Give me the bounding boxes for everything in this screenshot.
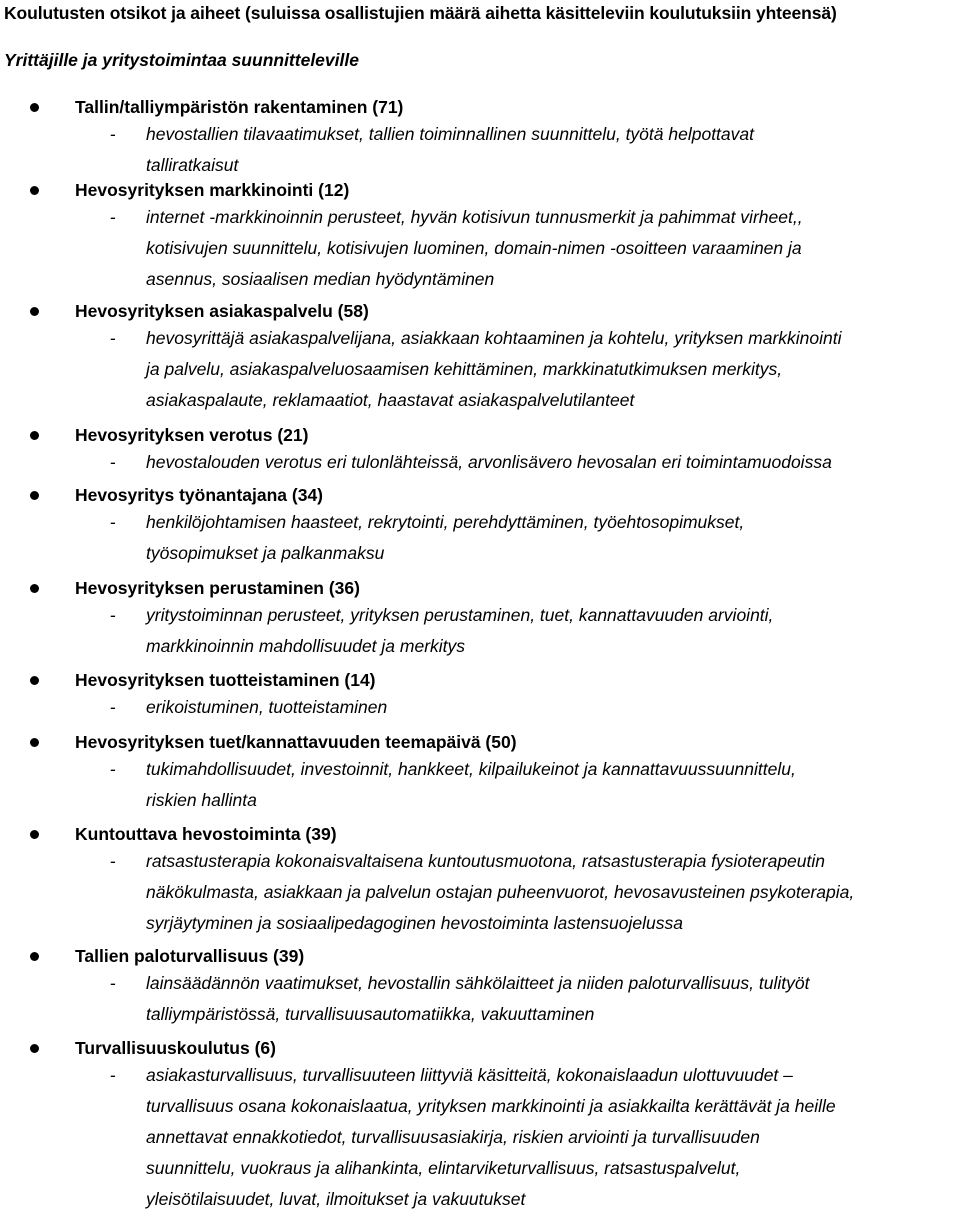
section-heading: Turvallisuuskoulutus (6) xyxy=(75,1038,276,1058)
description-line: hevostallien tilavaatimukset, tallien toiminnallinen suunnittelu, työtä helpottavat xyxy=(146,124,754,144)
description-line: ja palvelu, asiakaspalveluosaamisen kehittäminen, markkinatutkimuksen merkitys, xyxy=(146,359,783,379)
bullet-icon xyxy=(30,676,39,685)
dash-marker: - xyxy=(110,697,116,717)
description-line: henkilöjohtamisen haasteet, rekrytointi, perehdyttäminen, työehtosopimukset, xyxy=(146,512,745,532)
bullet-icon xyxy=(30,431,39,440)
bullet-icon xyxy=(30,1044,39,1053)
section-description xyxy=(146,846,958,939)
section-description xyxy=(146,968,958,1030)
description-line: internet -markkinoinnin perusteet, hyvän kotisivun tunnusmerkit ja pahimmat virheet,, xyxy=(146,207,803,227)
section-heading: Hevosyrityksen markkinointi (12) xyxy=(75,180,350,200)
description-line: asiakasturvallisuus, turvallisuuteen liittyviä käsitteitä, kokonaislaadun ulottuvuudet – xyxy=(146,1065,793,1085)
dash-marker: - xyxy=(110,452,116,472)
description-line: annettavat ennakkotiedot, turvallisuusasiakirja, riskien arviointi ja turvallisuuden xyxy=(146,1127,760,1147)
dash-marker: - xyxy=(110,328,116,348)
section-heading: Hevosyrityksen verotus (21) xyxy=(75,425,309,445)
section-description xyxy=(146,1060,958,1215)
bullet-icon xyxy=(30,738,39,747)
section-description xyxy=(146,202,958,295)
description-line: kotisivujen suunnittelu, kotisivujen luominen, domain-nimen -osoitteen varaaminen ja xyxy=(146,238,802,258)
description-line: suunnittelu, vuokraus ja alihankinta, elintarviketurvallisuus, ratsastuspalvelut, xyxy=(146,1158,741,1178)
description-line: markkinoinnin mahdollisuudet ja merkitys xyxy=(146,636,466,656)
section-heading: Tallien paloturvallisuus (39) xyxy=(75,946,305,966)
dash-marker: - xyxy=(110,207,116,227)
description-line: lainsäädännön vaatimukset, hevostallin sähkölaitteet ja niiden paloturvallisuus, tulityöt xyxy=(146,973,810,993)
section-description xyxy=(146,119,958,181)
section-heading: Hevosyrityksen tuet/kannattavuuden teemapäivä (50) xyxy=(75,732,517,752)
dash-marker: - xyxy=(110,512,116,532)
dash-marker: - xyxy=(110,759,116,779)
description-line: ratsastusterapia kokonaisvaltaisena kuntoutusmuotona, ratsastusterapia fysioterapeutin xyxy=(146,851,826,871)
description-line: yleisötilaisuudet, luvat, ilmoitukset ja vakuutukset xyxy=(146,1189,526,1209)
bullet-icon xyxy=(30,103,39,112)
description-line: talliympäristössä, turvallisuusautomatiikka, vakuuttaminen xyxy=(146,1004,595,1024)
dash-marker: - xyxy=(110,973,116,993)
section-heading: Hevosyrityksen asiakaspalvelu (58) xyxy=(75,301,369,321)
description-line: tukimahdollisuudet, investoinnit, hankkeet, kilpailukeinot ja kannattavuussuunnittelu, xyxy=(146,759,796,779)
dash-marker: - xyxy=(110,851,116,871)
dash-marker: - xyxy=(110,1065,116,1085)
section-heading: Kuntouttava hevostoiminta (39) xyxy=(75,824,337,844)
description-line: erikoistuminen, tuotteistaminen xyxy=(146,697,388,717)
description-line: riskien hallinta xyxy=(146,790,257,810)
section-heading: Hevosyrityksen tuotteistaminen (14) xyxy=(75,670,376,690)
bullet-icon xyxy=(30,830,39,839)
description-line: hevosyrittäjä asiakaspalvelijana, asiakkaan kohtaaminen ja kohtelu, yrityksen markkinointi xyxy=(146,328,842,348)
bullet-icon xyxy=(30,584,39,593)
section-description xyxy=(146,692,958,723)
description-line: syrjäytyminen ja sosiaalipedagoginen hevostoiminta lastensuojelussa xyxy=(146,913,683,933)
bullet-icon xyxy=(30,307,39,316)
section-description xyxy=(146,447,958,478)
description-line: työsopimukset ja palkanmaksu xyxy=(146,543,385,563)
bullet-icon xyxy=(30,952,39,961)
section-description xyxy=(146,323,958,416)
description-line: turvallisuus osana kokonaislaatua, yrityksen markkinointi ja asiakkailta kerättävät ja heille xyxy=(146,1096,836,1116)
dash-marker: - xyxy=(110,605,116,625)
document-subtitle: Yrittäjille ja yritystoimintaa suunnitteleville xyxy=(4,50,359,70)
section-description xyxy=(146,507,958,569)
dash-marker: - xyxy=(110,124,116,144)
section-description xyxy=(146,600,958,662)
description-line: yritystoiminnan perusteet, yrityksen perustaminen, tuet, kannattavuuden arviointi, xyxy=(146,605,774,625)
bullet-icon xyxy=(30,186,39,195)
section-heading: Tallin/talliympäristön rakentaminen (71) xyxy=(75,97,404,117)
section-description xyxy=(146,754,958,816)
description-line: asennus, sosiaalisen median hyödyntäminen xyxy=(146,269,495,289)
document-title: Koulutusten otsikot ja aiheet (suluissa osallistujien määrä aihetta käsitteleviin koulutuksiin yhteensä) xyxy=(4,3,837,23)
bullet-icon xyxy=(30,491,39,500)
section-heading: Hevosyritys työnantajana (34) xyxy=(75,485,324,505)
section-heading: Hevosyrityksen perustaminen (36) xyxy=(75,578,360,598)
description-line: asiakaspalaute, reklamaatiot, haastavat asiakaspalvelutilanteet xyxy=(146,390,635,410)
description-line: hevostalouden verotus eri tulonlähteissä, arvonlisävero hevosalan eri toimintamuodoissa xyxy=(146,452,832,472)
description-line: näkökulmasta, asiakkaan ja palvelun ostajan puheenvuorot, hevosavusteinen psykoterapia, xyxy=(146,882,855,902)
description-line: talliratkaisut xyxy=(146,155,239,175)
